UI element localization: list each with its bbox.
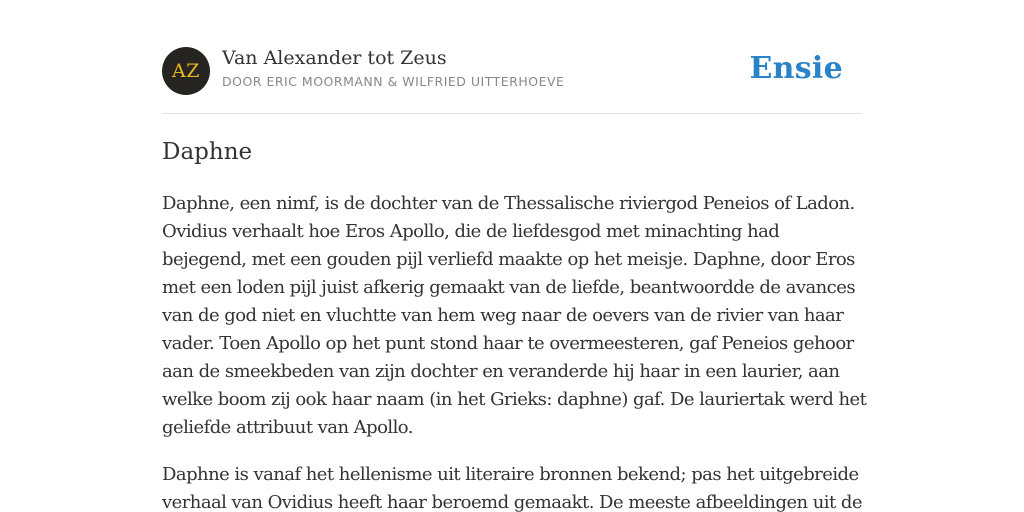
paragraph [162, 461, 862, 512]
article-body [162, 190, 867, 512]
text-line: vader. Toen Apollo op het punt stond haar te overmeesteren, gaf Peneios gehoor [162, 333, 854, 354]
book-title[interactable]: Van Alexander tot Zeus [222, 47, 447, 69]
text-line: geliefde attribuut van Apollo. [162, 417, 413, 438]
text-line: bejegend, met een gouden pijl verliefd maakte op het meisje. Daphne, door Eros [162, 249, 855, 270]
text-line: verhaal van Ovidius heeft haar beroemd gemaakt. De meeste afbeeldingen uit de [162, 492, 862, 512]
text-line: welke boom zij ook haar naam (in het Grieks: daphne) gaf. De lauriertak werd het [162, 389, 867, 410]
avatar[interactable]: AZ [162, 47, 210, 95]
paragraph [162, 190, 867, 442]
authors-byline: DOOR ERIC MOORMANN & WILFRIED UITTERHOEVE [222, 74, 565, 89]
header-divider [162, 113, 862, 114]
text-line: met een loden pijl juist afkerig gemaakt van de liefde, beantwoordde de avances [162, 277, 856, 298]
text-line: aan de smeekbeden van zijn dochter en veranderde hij haar in een laurier, aan [162, 361, 840, 382]
text-line: Daphne is vanaf het hellenisme uit literaire bronnen bekend; pas het uitgebreide [162, 464, 859, 485]
header [162, 46, 862, 96]
text-line: Daphne, een nimf, is de dochter van de Thessalische riviergod Peneios of Ladon. [162, 193, 855, 214]
text-line: van de god niet en vluchtte van hem weg naar de oevers van de rivier van haar [162, 305, 844, 326]
text-line: Ovidius verhaalt hoe Eros Apollo, die de liefdesgod met minachting had [162, 221, 780, 242]
ensie-logo[interactable]: Ensie [749, 51, 843, 86]
article-title: Daphne [162, 139, 253, 165]
